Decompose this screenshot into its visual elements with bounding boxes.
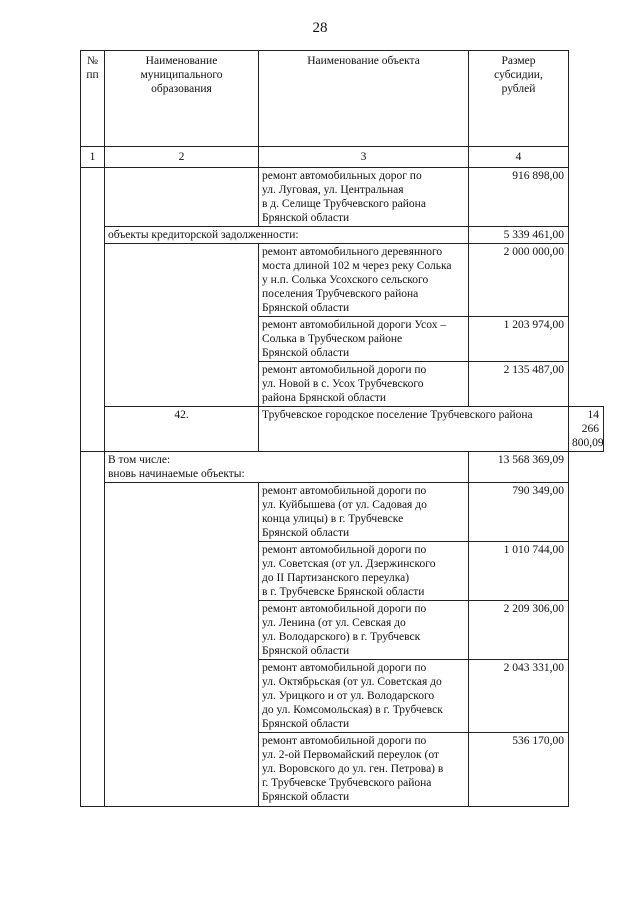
object-cell: ремонт автомобильной дороги по ул. Новой в с. Усох Трубчевского района Брянской области <box>259 362 469 407</box>
object-cell: ремонт автомобильной дороги Усох – Солька в Трубческом районе Брянской области <box>259 317 469 362</box>
amount-cell: 5 339 461,00 <box>469 227 569 244</box>
header-number: № пп <box>81 51 105 147</box>
header-amount: Размер субсидии, рублей <box>469 51 569 147</box>
creditor-label: объекты кредиторской задолженности: <box>105 227 469 244</box>
amount-cell: 536 170,00 <box>469 733 569 807</box>
object-cell: ремонт автомобильной дороги по ул. Октябрьская (от ул. Советская до ул. Урицкого и от ул. Володарского до ул. Комсомольская) в г. Трубчевск Брянской области <box>259 660 469 733</box>
amount-cell: 790 349,00 <box>469 483 569 542</box>
amount-cell: 2 043 331,00 <box>469 660 569 733</box>
municipality-cell-empty <box>105 483 259 807</box>
object-cell: ремонт автомобильных дорог по ул. Луговая, ул. Центральная в д. Селище Трубчевского района Брянской области <box>259 168 469 227</box>
object-cell: ремонт автомобильной дороги по ул. Ленина (от ул. Севская до ул. Володарского) в г. Трубчевск Брянской области <box>259 601 469 660</box>
header-object: Наименование объекта <box>259 51 469 147</box>
index-cell: 1 <box>81 147 105 168</box>
index-cell: 2 <box>105 147 259 168</box>
amount-cell: 916 898,00 <box>469 168 569 227</box>
table-row <box>81 244 604 317</box>
object-cell: ремонт автомобильной дороги по ул. Советская (от ул. Дзержинского до II Партизанского переулка) в г. Трубчевске Брянской области <box>259 542 469 601</box>
table-row <box>81 168 604 227</box>
index-cell: 4 <box>469 147 569 168</box>
object-cell: ремонт автомобильной дороги по ул. 2-ой Первомайский переулок (от ул. Воровского до ул. ген. Петрова) в г. Трубчевске Трубчевского района Брянской области <box>259 733 469 807</box>
amount-cell: 1 010 744,00 <box>469 542 569 601</box>
page-number: 28 <box>312 20 328 36</box>
object-cell: ремонт автомобильного деревянного моста длиной 102 м через реку Солька у н.п. Солька Усохского сельского поселения Трубчевского района Брянской области <box>259 244 469 317</box>
amount-cell: 13 568 369,09 <box>469 452 569 483</box>
number-cell-empty <box>81 168 105 452</box>
number-cell-empty <box>81 452 105 807</box>
municipality-row <box>81 407 604 452</box>
amount-cell: 2 000 000,00 <box>469 244 569 317</box>
amount-cell: 2 209 306,00 <box>469 601 569 660</box>
amount-cell: 1 203 974,00 <box>469 317 569 362</box>
subsidy-table <box>80 50 604 807</box>
municipality-cell-empty <box>105 244 259 407</box>
municipality-name: Трубчевское городское поселение Трубчевского района <box>259 407 569 452</box>
subtotal-row <box>81 452 604 483</box>
municipality-cell-empty <box>105 168 259 227</box>
row-number: 42. <box>105 407 259 452</box>
amount-cell: 14 266 800,09 <box>569 407 604 452</box>
column-index-row <box>81 147 604 168</box>
table-header-row <box>81 51 604 147</box>
new-objects-label: В том числе: вновь начинаемые объекты: <box>105 452 469 483</box>
object-cell: ремонт автомобильной дороги по ул. Куйбышева (от ул. Садовая до конца улицы) в г. Трубчевске Брянской области <box>259 483 469 542</box>
header-municipality: Наименование муниципального образования <box>105 51 259 147</box>
amount-cell: 2 135 487,00 <box>469 362 569 407</box>
index-cell: 3 <box>259 147 469 168</box>
table-row <box>81 483 604 542</box>
subtotal-row <box>81 227 604 244</box>
